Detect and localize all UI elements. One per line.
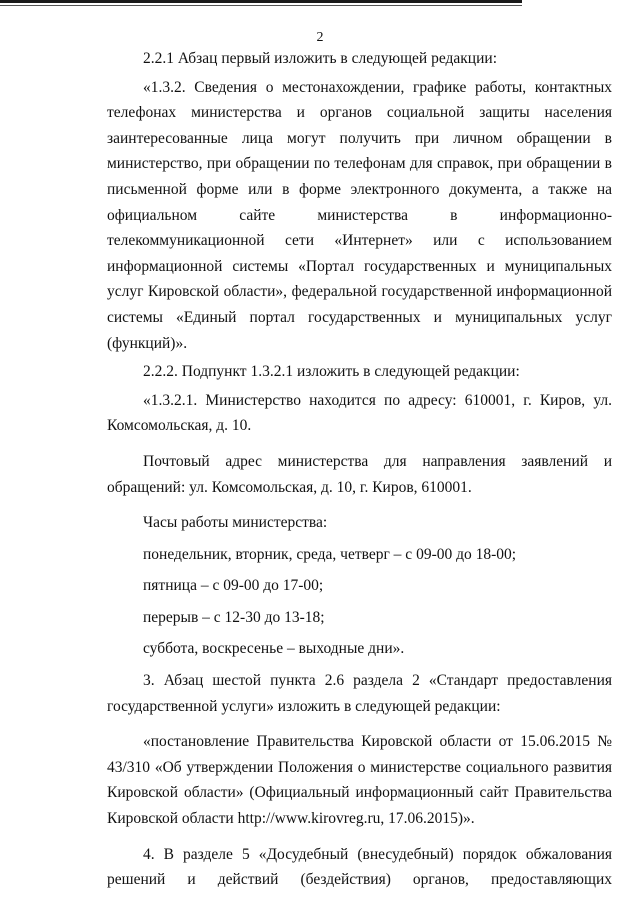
top-border-thin-line (0, 5, 522, 6)
paragraph-1-3-2: «1.3.2. Сведения о местонахождении, графике работы, контактных телефонах министерства и органов социальной защиты населения заинтересованные лица могут получить при личном обращении в министерство, при обращении по телефонам для справок, при обращении в письменной форме или в форме электронного документа, а также на официальном сайте министерства в информационно-телекоммуникационной сети «Интернет» или с использованием информационной системы «Портал государственных и муниципальных услуг Кировской области», федеральной государственной информационной системы «Единый портал государственных и муниципальных услуг (функций)». (107, 78, 612, 352)
paragraph-3: 3. Абзац шестой пункта 2.6 раздела 2 «Стандарт предоставления государственной услуги» изложить в следующей редакции: (107, 672, 612, 715)
paragraph-4: 4. В разделе 5 «Досудебный (внесудебный) порядок обжалования решений и действий (бездействия) органов, предоставляющих (107, 845, 612, 889)
page-number: 2 (316, 30, 324, 45)
paragraph-hours-weekend: суббота, воскресенье – выходные дни». (143, 640, 405, 658)
paragraph-1-3-2-1: «1.3.2.1. Министерство находится по адресу: 610001, г. Киров, ул. Комсомольская, д. 10. (107, 391, 612, 435)
document-body (107, 46, 612, 893)
paragraph-2-2-2: 2.2.2. Подпункт 1.3.2.1 изложить в следующей редакции: (143, 363, 520, 381)
paragraph-working-hours-title: Часы работы министерства: (143, 514, 328, 532)
top-border-line (0, 0, 522, 3)
paragraph-postal-address: Почтовый адрес министерства для направления заявлений и обращений: ул. Комсомольская, д. 10, г. Киров, 610001. (107, 452, 612, 496)
paragraph-hours-mon-thu: понедельник, вторник, среда, четверг – с 09-00 до 18-00; (143, 545, 517, 563)
paragraph-hours-break: перерыв – с 12-30 до 13-18; (143, 608, 325, 626)
paragraph-hours-fri: пятница – с 09-00 до 17-00; (143, 577, 324, 595)
paragraph-2-2-1: 2.2.1 Абзац первый изложить в следующей редакции: (143, 50, 498, 67)
paragraph-resolution: «постановление Правительства Кировской области от 15.06.2015 № 43/310 «Об утверждении Положения о министерстве социального развития Кировской области» (Официальный информационный сайт Правительства Кировской области http://www.kirovreg.ru, 17.06.2015)». (107, 733, 612, 828)
